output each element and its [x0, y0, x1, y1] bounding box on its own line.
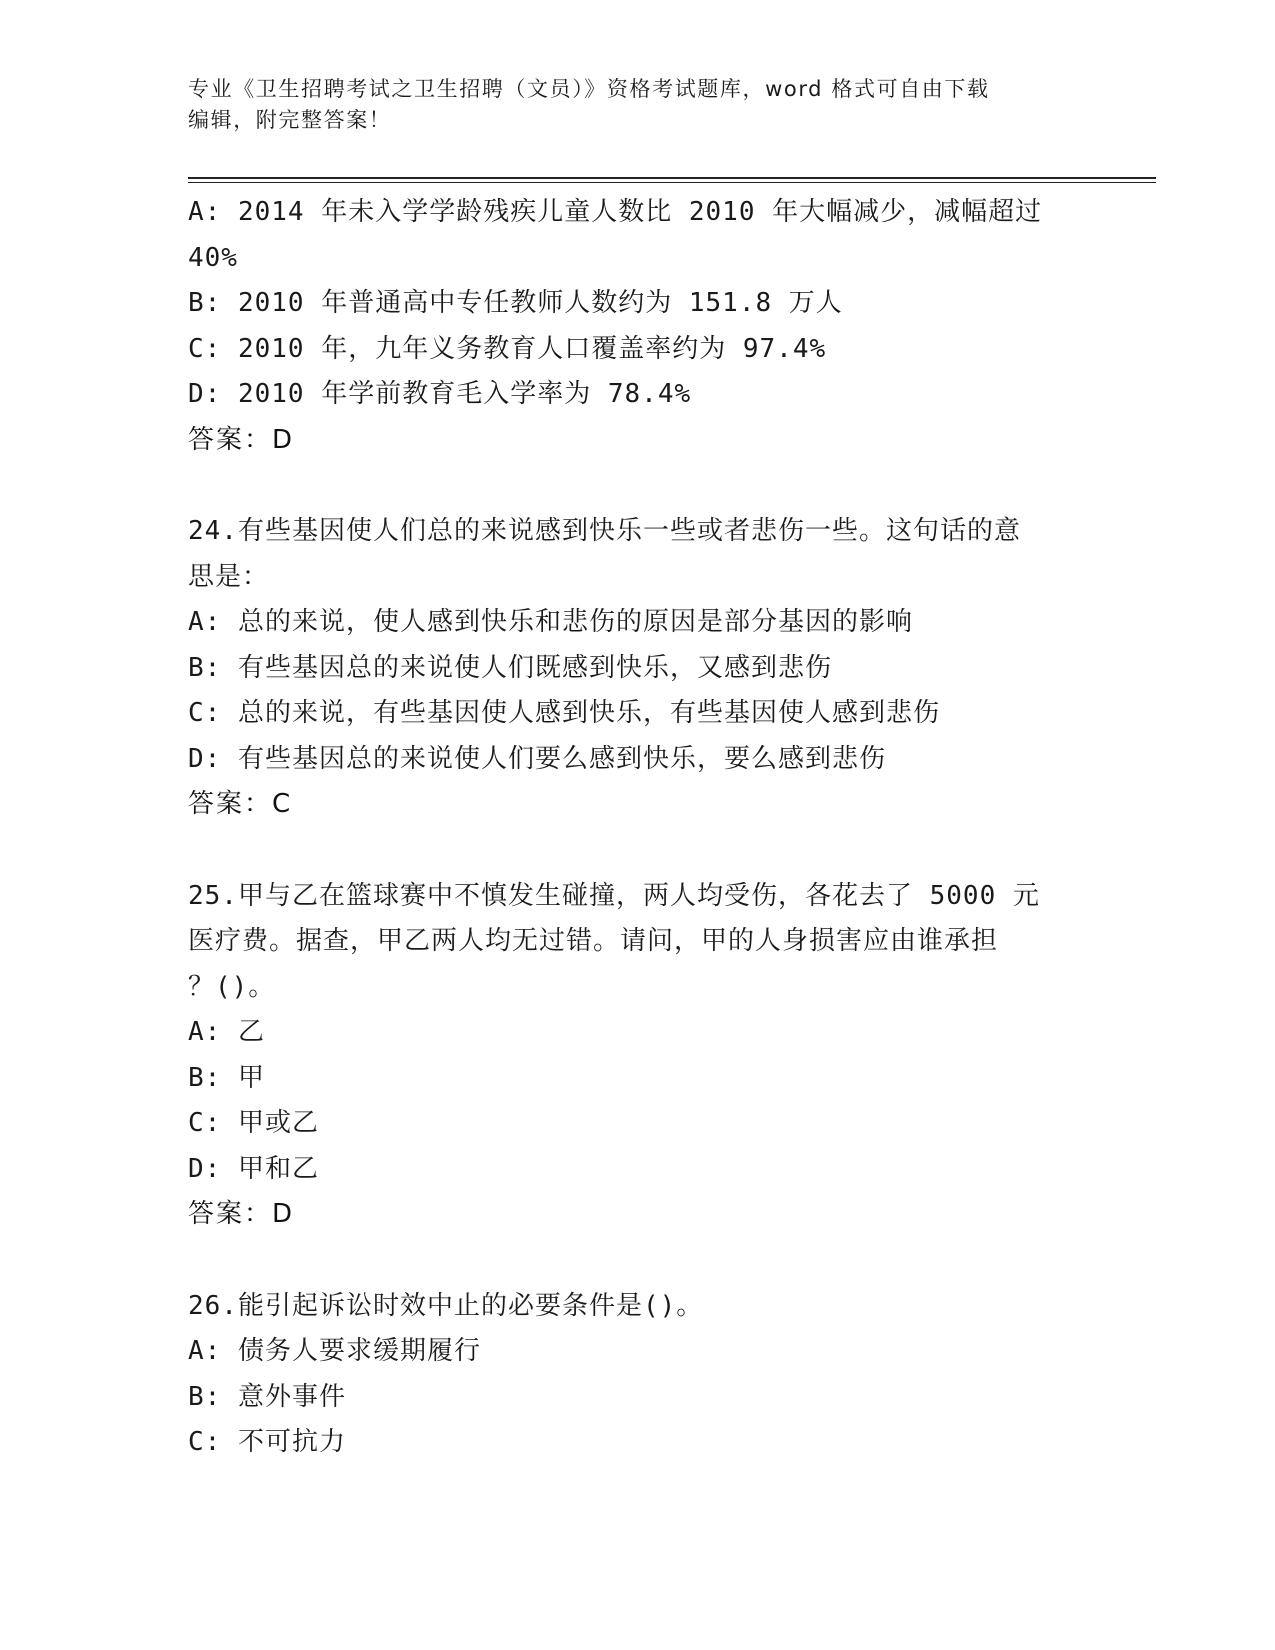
spacer — [188, 1238, 1088, 1284]
header-line-2: 编辑，附完整答案！ — [188, 108, 392, 132]
option-a: A: 乙 — [188, 1017, 265, 1047]
question-stem-line-2: 思是： — [188, 561, 270, 592]
option-a-line-1: A: 2014 年未入学学龄残疾儿童人数比 2010 年大幅减少，减幅超过 — [188, 197, 1043, 227]
spacer — [188, 463, 1088, 509]
option-c: C: 总的来说，有些基因使人感到快乐，有些基因使人感到悲伤 — [188, 698, 940, 728]
option-a-line-2: 40% — [188, 242, 238, 273]
option-c: C: 甲或乙 — [188, 1108, 319, 1138]
option-d: D: 有些基因总的来说使人们要么感到快乐，要么感到悲伤 — [188, 743, 886, 774]
question-stem-line-1: 24.有些基因使人们总的来说感到快乐一些或者悲伤一些。这句话的意 — [188, 516, 1021, 546]
option-d: D: 2010 年学前教育毛入学率为 78.4% — [188, 379, 692, 409]
question-stem-line-1: 26.能引起诉讼时效中止的必要条件是()。 — [188, 1290, 704, 1321]
option-c: C: 2010 年，九年义务教育人口覆盖率约为 97.4% — [188, 333, 827, 364]
question-list — [188, 190, 1088, 1466]
option-b: B: 意外事件 — [188, 1381, 346, 1412]
question-26 — [188, 1284, 1088, 1466]
option-c: C: 不可抗力 — [188, 1427, 346, 1457]
option-b: B: 2010 年普通高中专任教师人数约为 151.8 万人 — [188, 288, 843, 318]
question-24 — [188, 509, 1088, 828]
option-d: D: 甲和乙 — [188, 1153, 319, 1184]
question-stem-line-2: 医疗费。据查，甲乙两人均无过错。请问，甲的人身损害应由谁承担 — [188, 926, 999, 956]
option-b: B: 有些基因总的来说使人们既感到快乐，又感到悲伤 — [188, 652, 832, 683]
question-25 — [188, 874, 1088, 1238]
option-a: A: 总的来说，使人感到快乐和悲伤的原因是部分基因的影响 — [188, 607, 913, 637]
answer: 答案：C — [188, 789, 293, 819]
option-b: B: 甲 — [188, 1062, 265, 1093]
document-header — [188, 74, 1068, 136]
header-rule-thick — [188, 177, 1156, 179]
answer: 答案：D — [188, 1199, 295, 1229]
spacer — [188, 828, 1088, 874]
question-stem-line-1: 25.甲与乙在篮球赛中不慎发生碰撞，两人均受伤，各花去了 5000 元 — [188, 880, 1040, 911]
header-line-1: 专业《卫生招聘考试之卫生招聘（文员）》资格考试题库，word 格式可自由下载 — [188, 77, 990, 101]
question-23 — [188, 190, 1088, 463]
answer: 答案：D — [188, 424, 295, 455]
option-a: A: 债务人要求缓期履行 — [188, 1336, 481, 1366]
header-rule-thin — [188, 182, 1156, 183]
question-stem-line-3: ？()。 — [188, 971, 276, 1002]
